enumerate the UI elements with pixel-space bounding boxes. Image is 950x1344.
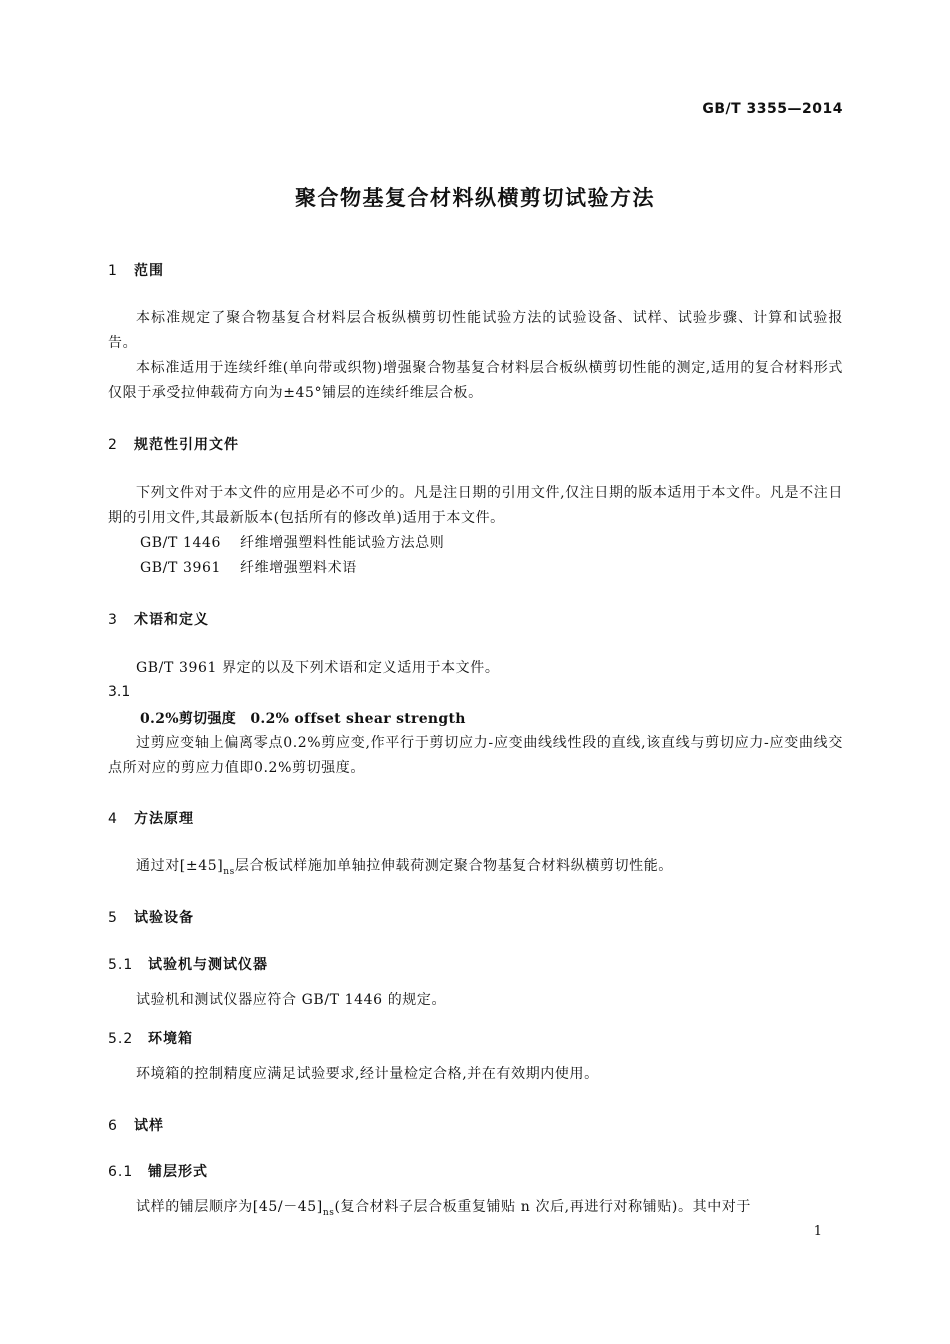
section-number: 3 xyxy=(108,612,118,628)
page-number: 1 xyxy=(813,1224,822,1239)
subscript: ns xyxy=(223,866,235,877)
section-6-1-paragraph xyxy=(108,1195,808,1226)
section-2-paragraph-1: 下列文件对于本文件的应用是必不可少的。凡是注日期的引用文件,仅注日期的版本适用于本文件。凡是不注日期的引用文件,其最新版本(包括所有的修改单)适用于本文件。 xyxy=(108,485,843,526)
section-title: 试验设备 xyxy=(134,910,194,926)
section-title: 方法原理 xyxy=(134,811,194,827)
reference-item xyxy=(140,556,840,581)
section-number: 4 xyxy=(108,811,118,827)
term-title: 0.2%剪切强度 0.2% offset shear strength xyxy=(140,711,466,727)
section-title: 试验机与测试仪器 xyxy=(148,957,268,973)
reference-code: GB/T 3961 xyxy=(140,560,222,576)
section-5-heading xyxy=(108,907,194,927)
section-5-1-heading xyxy=(108,954,268,974)
section-title: 规范性引用文件 xyxy=(134,437,239,453)
section-title: 环境箱 xyxy=(148,1031,193,1047)
text-run: 通过对[±45] xyxy=(136,858,224,874)
section-title: 范围 xyxy=(134,263,164,279)
section-number: 5.2 xyxy=(108,1031,134,1047)
section-title: 术语和定义 xyxy=(134,612,209,628)
clause-number: 3.1 xyxy=(108,684,131,700)
section-number: 1 xyxy=(108,263,118,279)
section-3-paragraph-1: GB/T 3961 界定的以及下列术语和定义适用于本文件。 xyxy=(136,660,500,676)
text-run: (复合材料子层合板重复铺贴 n 次后,再进行对称铺贴)。其中对于 xyxy=(334,1199,751,1215)
section-4-heading xyxy=(108,808,194,828)
subscript: ns xyxy=(322,1207,335,1218)
section-1-paragraph-1: 本标准规定了聚合物基复合材料层合板纵横剪切性能试验方法的试验设备、试样、试验步骤、计算和试验报告。 xyxy=(108,310,843,351)
text-run: 试样的铺层顺序为[45/－45] xyxy=(136,1199,323,1215)
standard-code: GB/T 3355—2014 xyxy=(702,101,843,117)
reference-name: 纤维增强塑料性能试验方法总则 xyxy=(240,535,445,551)
section-1-heading xyxy=(108,260,164,280)
section-number: 2 xyxy=(108,437,118,453)
section-title: 试样 xyxy=(134,1118,164,1134)
reference-item xyxy=(140,531,840,556)
section-number: 6.1 xyxy=(108,1164,134,1180)
section-6-heading xyxy=(108,1115,164,1135)
section-title: 铺层形式 xyxy=(148,1164,208,1180)
section-number: 5.1 xyxy=(108,957,134,973)
document-title: 聚合物基复合材料纵横剪切试验方法 xyxy=(295,186,655,210)
section-3-heading xyxy=(108,609,209,629)
section-4-paragraph xyxy=(108,854,843,885)
section-5-1-paragraph: 试验机和测试仪器应符合 GB/T 1446 的规定。 xyxy=(136,992,447,1008)
section-6-1-heading xyxy=(108,1161,208,1181)
section-5-2-paragraph: 环境箱的控制精度应满足试验要求,经计量检定合格,并在有效期内使用。 xyxy=(136,1066,599,1082)
section-2-heading xyxy=(108,434,239,454)
section-number: 6 xyxy=(108,1118,118,1134)
term-definition: 过剪应变轴上偏离零点0.2%剪应变,作平行于剪切应力-应变曲线线性段的直线,该直线与剪切应力-应变曲线交点所对应的剪应力值即0.2%剪切强度。 xyxy=(108,735,843,776)
reference-code: GB/T 1446 xyxy=(140,535,222,551)
text-run: 层合板试样施加单轴拉伸载荷测定聚合物基复合材料纵横剪切性能。 xyxy=(234,858,673,874)
section-5-2-heading xyxy=(108,1028,193,1048)
section-number: 5 xyxy=(108,910,118,926)
section-1-paragraph-2: 本标准适用于连续纤维(单向带或织物)增强聚合物基复合材料层合板纵横剪切性能的测定,适用的复合材料形式仅限于承受拉伸载荷方向为±45°铺层的连续纤维层合板。 xyxy=(108,360,843,401)
reference-name: 纤维增强塑料术语 xyxy=(240,560,357,576)
